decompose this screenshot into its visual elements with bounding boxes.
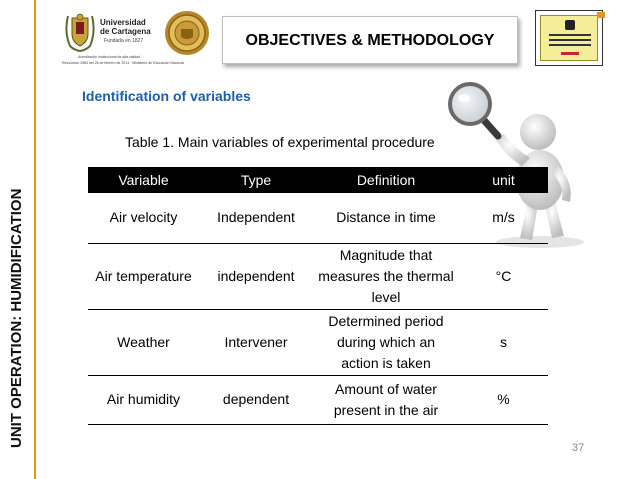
column-header-unit: unit	[459, 167, 548, 193]
cell-definition: Magnitude that measures the thermal level	[313, 243, 459, 309]
university-name	[100, 18, 151, 36]
gold-seal-icon	[164, 10, 210, 56]
university-resolution: Resolución 2583 del 26 de febrero de 2014 · Ministerio de Educación Nacional	[62, 61, 184, 65]
cover-text-line	[549, 39, 591, 41]
cell-definition: Distance in time	[313, 193, 459, 243]
table-row	[88, 243, 548, 309]
cell-variable: Air temperature	[88, 243, 199, 309]
cell-definition: Amount of water present in the air	[313, 375, 459, 424]
column-header-type: Type	[199, 167, 313, 193]
cell-definition: Determined period during which an action is taken	[313, 309, 459, 375]
cover-badge	[597, 12, 605, 18]
cell-type: independent	[199, 243, 313, 309]
sidebar-title: UNIT OPERATION: HUMIDIFICATION	[8, 188, 25, 448]
cell-type: Independent	[199, 193, 313, 243]
cell-unit: °C	[459, 243, 548, 309]
cover-red-band	[561, 52, 579, 55]
table-header-row	[88, 167, 548, 193]
book-cover-icon	[535, 10, 603, 66]
cell-unit: s	[459, 309, 548, 375]
cell-type: dependent	[199, 375, 313, 424]
table-row	[88, 375, 548, 424]
book-cover-page	[540, 15, 598, 61]
cell-variable: Weather	[88, 309, 199, 375]
cell-variable: Air humidity	[88, 375, 199, 424]
cell-unit: %	[459, 375, 548, 424]
university-crest-icon	[64, 12, 96, 52]
column-header-variable: Variable	[88, 167, 199, 193]
page-title: OBJECTIVES & METHODOLOGY	[245, 32, 495, 49]
section-title: Identification of variables	[82, 88, 251, 104]
university-name-line2: de Cartagena	[100, 27, 151, 36]
university-founded: Fundada en 1827	[104, 38, 144, 44]
cell-variable: Air velocity	[88, 193, 199, 243]
column-header-definition: Definition	[313, 167, 459, 193]
university-accreditation: Acreditación institucional de alta calidad	[78, 55, 141, 59]
cover-text-line	[549, 34, 591, 36]
variables-table	[88, 167, 548, 425]
cover-emblem	[565, 20, 575, 30]
cell-unit: m/s	[459, 193, 548, 243]
table-row	[88, 193, 548, 243]
cover-text-line	[549, 44, 591, 46]
cell-type: Intervener	[199, 309, 313, 375]
sidebar-accent-line	[34, 0, 36, 479]
table-row	[88, 309, 548, 375]
university-name-line1: Universidad	[100, 18, 146, 27]
header-box	[222, 16, 518, 64]
table-caption: Table 1. Main variables of experimental procedure	[125, 134, 435, 150]
page-number: 37	[572, 442, 585, 454]
sidebar	[0, 0, 34, 479]
